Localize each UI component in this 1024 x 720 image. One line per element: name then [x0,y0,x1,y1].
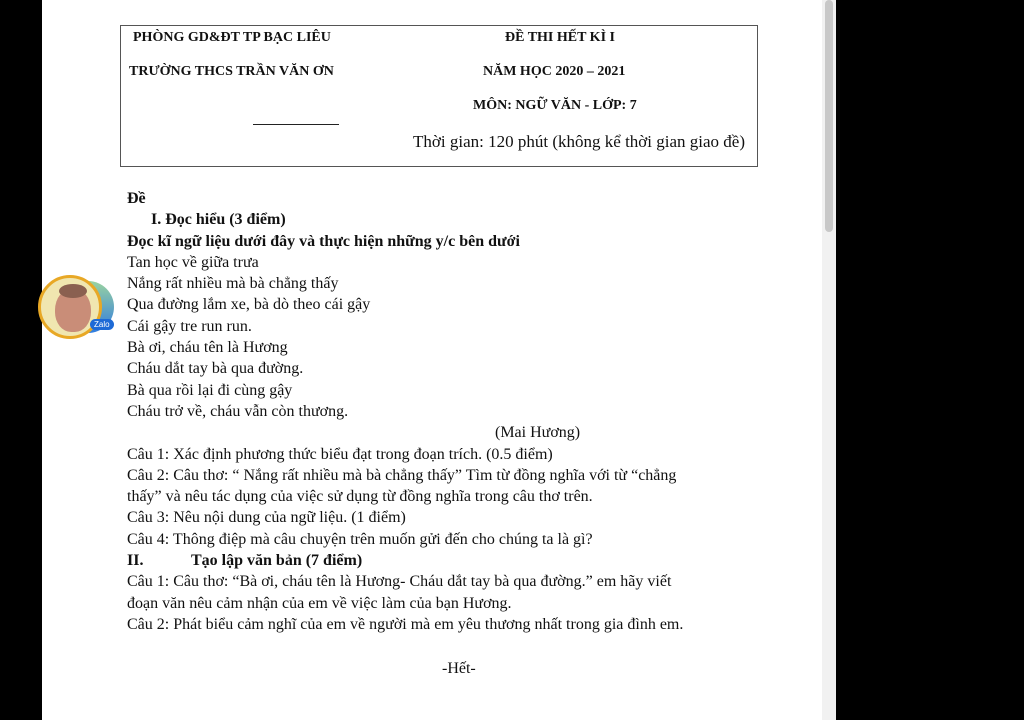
subject-grade: MÔN: NGỮ VĂN - LỚP: 7 [473,98,637,113]
department-name: PHÒNG GD&ĐT TP BẠC LIÊU [133,30,331,45]
vertical-scrollbar[interactable] [822,0,836,720]
part2-title: Tạo lập văn bản (7 điểm) [191,552,363,570]
part1-title: I. Đọc hiểu (3 điểm) [151,211,286,229]
poem-line: Bà ơi, cháu tên là Hương [127,339,288,357]
question-4: Câu 4: Thông điệp mà câu chuyện trên muốn gửi đến cho chúng ta là gì? [127,530,593,548]
part2-question-1: Câu 1: Câu thơ: “Bà ơi, cháu tên là Hương- Cháu dắt tay bà qua đường.” em hãy viết [127,573,672,591]
school-name: TRƯỜNG THCS TRẦN VĂN ƠN [129,64,334,79]
school-year: NĂM HỌC 2020 – 2021 [483,64,626,79]
exam-title: ĐỀ THI HẾT KÌ I [505,30,615,45]
poem-line: Cháu dắt tay bà qua đường. [127,360,304,378]
poem-line: Tan học về giữa trưa [127,253,259,271]
poem-author: (Mai Hương) [495,424,581,442]
header-divider [253,124,339,125]
part2-question-1-cont: đoạn văn nêu cảm nhận của em về việc làm của bạn Hương. [127,594,512,612]
end-mark: -Hết- [442,660,476,677]
question-1: Câu 1: Xác định phương thức biểu đạt trong đoạn trích. (0.5 điểm) [127,445,553,463]
poem-line: Nắng rất nhiều mà bà chẳng thấy [127,275,339,293]
document-page [42,0,822,720]
question-2: Câu 2: Câu thơ: “ Nắng rất nhiều mà bà chẳng thấy” Tìm từ đồng nghĩa với từ “chẳng [127,466,677,484]
exam-header [120,25,758,167]
zalo-chat-head-icon[interactable] [38,275,114,339]
part2-heading [127,550,807,571]
question-3: Câu 3: Nêu nội dung của ngữ liệu. (1 điểm) [127,509,406,527]
avatar-image [55,288,91,332]
poem-line: Bà qua rồi lại đi cùng gậy [127,381,293,399]
instruction: Đọc kĩ ngữ liệu dưới đây và thực hiện những y/c bên dưới [127,232,520,250]
question-2-cont: thấy” và nêu tác dụng của việc sử dụng từ đồng nghĩa trong câu thơ trên. [127,488,593,506]
zalo-label: Zalo [90,319,114,330]
poem-line: Cháu trở về, cháu vẫn còn thương. [127,402,349,420]
scrollbar-thumb[interactable] [825,0,833,232]
poem-line: Qua đường lắm xe, bà dò theo cái gậy [127,296,371,314]
exam-body [127,188,807,635]
exam-heading: Đề [127,190,146,207]
part2-number: II. [127,552,144,570]
exam-duration: Thời gian: 120 phút (không kể thời gian giao đề) [413,132,745,151]
poem-line: Cái gậy tre run run. [127,317,252,335]
part2-question-2: Câu 2: Phát biểu cảm nghĩ của em về người mà em yêu thương nhất trong gia đình em. [127,615,684,633]
